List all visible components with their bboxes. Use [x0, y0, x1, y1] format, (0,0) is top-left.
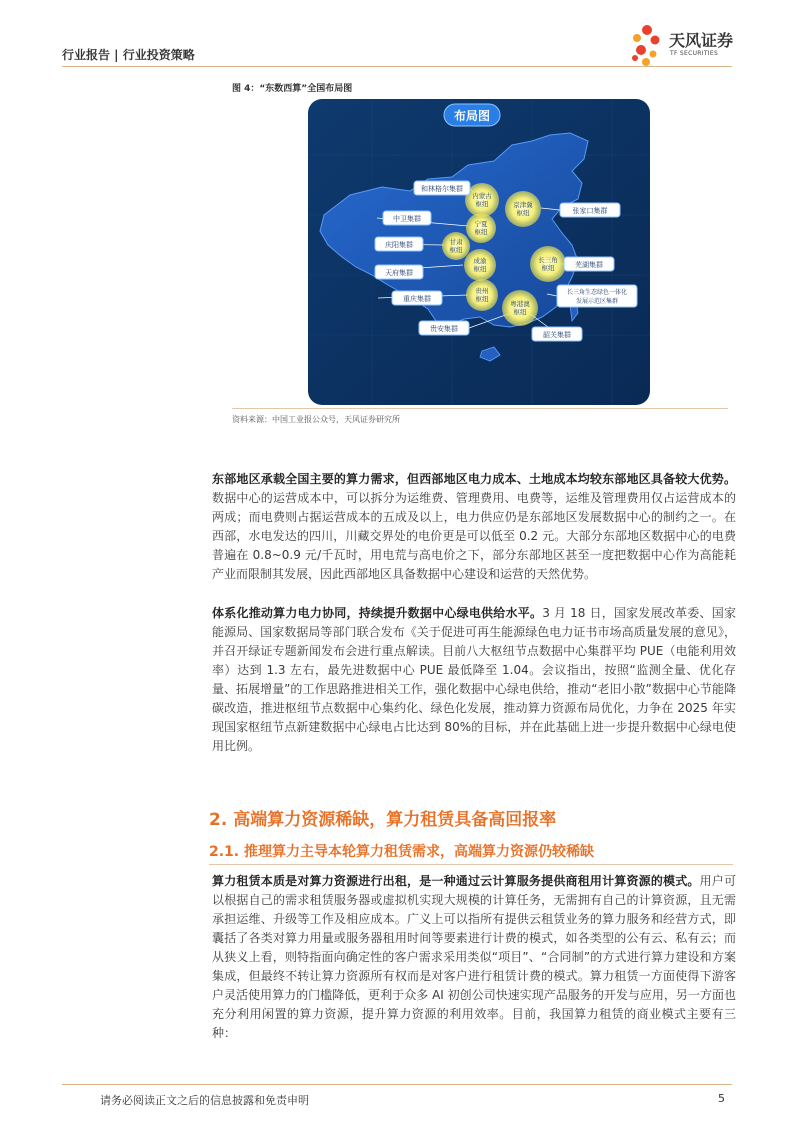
- hub-yuegangao-line1: 粤港澳: [510, 300, 530, 308]
- paragraph-1: [212, 470, 736, 584]
- hub-changsanjiao-line1: 长三角: [538, 256, 558, 264]
- hub-jingjinji-line1: 京津冀: [513, 201, 533, 209]
- brand-logo-icon: [627, 24, 667, 68]
- hub-neimenggu-line1: 内蒙古: [472, 192, 492, 200]
- paragraph-2: [212, 604, 736, 756]
- paragraph-3-text: 用户可以根据自己的需求租赁服务器或虚拟机实现大规模的计算任务，无需拥有自己的计算资源，且无需承担运维、升级等工作及相应成本。广义上可以指所有提供云租赁业务的算力服务和经营方式，即囊括了各类对算力用量或服务器租用时间等要素进行计费的模式，如各类型的公有云、私有云；而从狭义上看，则特指面向确定性的客户需求采用类似“项目”、“合同制”的方式进行算力建设和方案集成，但最终不转让算力资源所有权而是对客户进行租赁计费的模式。算力租赁一方面使得下游客户灵活使用算力的门槛降低，更利于众多 AI 初创公司快速实现产品服务的开发与应用，另一方面也充分利用闲置的算力资源，提升算力资源的利用效率。目前，我国算力租赁的商业模式主要有三种：: [212, 874, 736, 1040]
- map-title: 布局图: [453, 109, 491, 123]
- cluster-helinger: 和林格尔集群: [421, 185, 463, 193]
- paragraph-3: [212, 872, 736, 1043]
- cluster-shaoguan: 韶关集群: [543, 331, 571, 339]
- hub-changsanjiao-line2: 枢纽: [541, 264, 555, 272]
- hub-gansu-line2: 枢纽: [449, 246, 463, 254]
- brand-name: 天风证券: [669, 31, 734, 50]
- hub-chengyu-line2: 枢纽: [473, 265, 487, 273]
- figure-caption: 图 4：“东数西算”全国布局图: [232, 84, 353, 94]
- cluster-guian: 贵安集群: [430, 325, 458, 333]
- footer-disclaimer: 请务必阅读正文之后的信息披露和免责申明: [100, 1094, 309, 1107]
- brand-logo: [627, 24, 737, 68]
- paragraph-1-lead: 东部地区承载全国主要的算力需求，但西部地区电力成本、土地成本均较东部地区具备较大优势。: [212, 472, 736, 486]
- hub-yuegangao-line2: 枢纽: [513, 308, 527, 316]
- figure-container: [232, 95, 728, 407]
- subsection-heading: 2.1. 推理算力主导本轮算力租赁需求，高端算力资源仍较稀缺: [209, 844, 594, 860]
- hub-guizhou-line2: 枢纽: [475, 295, 489, 303]
- paragraph-3-lead: 算力租赁本质是对算力资源进行出租，是一种通过云计算服务提供商租用计算资源的模式。: [212, 874, 700, 888]
- hub-ningxia-line1: 宁夏: [474, 220, 488, 228]
- paragraph-2-lead: 体系化推动算力电力协同，持续提升数据中心绿电供给水平。: [212, 606, 543, 620]
- layout-map: [232, 95, 728, 407]
- hub-jingjinji-line2: 枢纽: [516, 209, 530, 217]
- hub-ningxia-line2: 枢纽: [474, 228, 488, 236]
- paragraph-2-text: 3 月 18 日，国家发展改革委、国家能源局、国家数据局等部门联合发布《关于促进可再生能源绿色电力证书市场高质量发展的意见》，并召开绿证专题新闻发布会进行重点解读。目前八大枢纽节点数据中心集群平均 PUE（电能利用效率）达到 1.3 左右，最先进数据中心 PUE 最低降至 1.04。会议指出，按照“监测全量、优化存量、拓展增量”的工作思路推进相关工作，强化数据中心绿电供给，推动“老旧小散”数据中心节能降碳改造，推进枢纽节点数据中心集约化、绿色化发展，推动算力资源布局优化，力争在 2025 年实现国家枢纽节点新建数据中心绿电占比达到 80%的目标，并在此基础上进一步提升数据中心绿电使用比例。: [212, 606, 736, 753]
- brand-name-en: TF SECURITIES: [670, 50, 719, 57]
- report-category: 行业报告 | 行业投资策略: [62, 48, 195, 62]
- hub-chengyu-line1: 成渝: [473, 257, 487, 265]
- hub-gansu-line1: 甘肃: [449, 238, 463, 246]
- cluster-zhangjiakou: 张家口集群: [572, 207, 608, 215]
- cluster-changsanjiao-demo-line2: 发展示范区集群: [575, 298, 619, 305]
- cluster-chongqing: 重庆集群: [403, 295, 431, 303]
- cluster-qingyang: 庆阳集群: [385, 241, 413, 249]
- paragraph-1-text: 数据中心的运营成本中，可以拆分为运维费、管理费用、电费等，运维及管理费用仅占运营成本的两成；而电费则占据运营成本的五成及以上，电力供应仍是东部地区发展数据中心的制约之一。在西部，水电发达的四川，川藏交界处的电价更是可以低至 0.2 元。大部分东部地区数据中心的电费普遍在 0.8~0.9 元/千瓦时，用电荒与高电价之下，部分东部地区甚至一度把数据中心作为高能耗产业而限制其发展，因此西部地区具备数据中心建设和运营的天然优势。: [212, 491, 736, 581]
- header-divider: [62, 66, 732, 67]
- subsection-divider: [209, 864, 733, 865]
- section-heading: 2. 高端算力资源稀缺，算力租赁具备高回报率: [209, 810, 557, 830]
- figure-source: 资料来源：中国工业报公众号，天风证券研究所: [232, 415, 400, 424]
- cluster-zhongwei: 中卫集群: [393, 215, 421, 223]
- hub-guizhou-line1: 贵州: [475, 287, 489, 295]
- cluster-changsanjiao-demo-line1: 长三角生态绿色一体化: [566, 289, 628, 296]
- figure-divider: [232, 408, 728, 409]
- hub-neimenggu-line2: 枢纽: [475, 200, 489, 208]
- page-number: 5: [718, 1092, 725, 1105]
- footer-divider: [62, 1084, 732, 1085]
- cluster-tianfu: 天府集群: [385, 269, 413, 277]
- cluster-wuhu: 芜湖集群: [575, 261, 603, 269]
